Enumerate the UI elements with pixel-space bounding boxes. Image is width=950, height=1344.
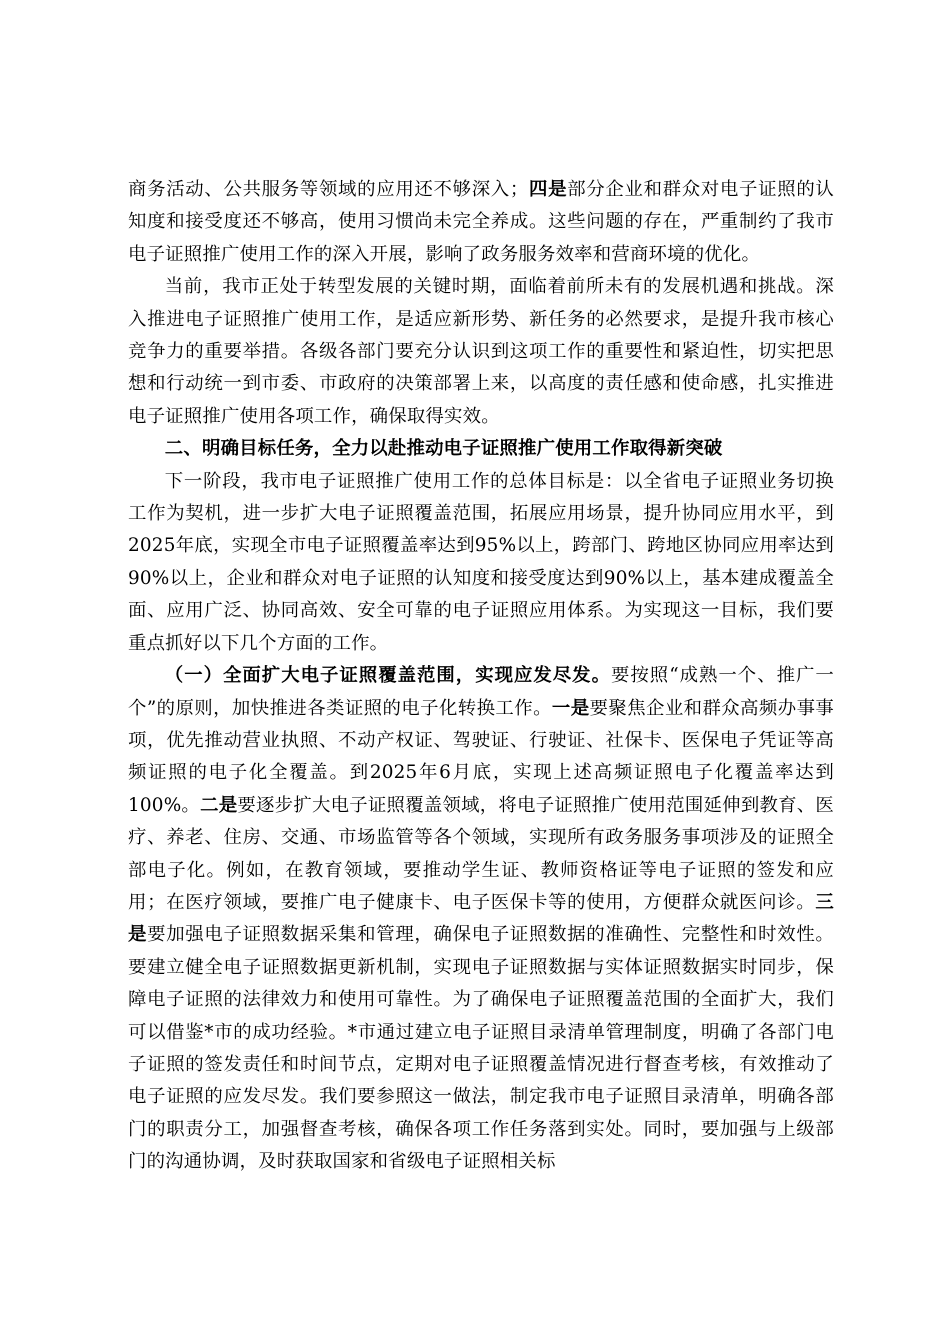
text-run: 要加强电子证照数据采集和管理，确保电子证照数据的准确性、完整性和时效性。要建立健全电子证照数据更新机制，实现电子证照数据与实体证照数据实时同步，保障电子证照的法律效力和使用可靠性。为了确保电子证照覆盖范围的全面扩大，我们可以借鉴*市的成功经验。*市通过建立电子证照目录清单管理制度，明确了各部门电子证照的签发责任和时间节点，定期对电子证照覆盖情况进行督查考核，有效推动了电子证照的应发尽发。我们要参照这一做法，制定我市电子证照目录清单，明确各部门的职责分工，加强督查考核，确保各项工作任务落到实处。同时，要加强与上级部门的沟通协调，及时获取国家和省级电子证照相关标 bbox=[128, 924, 835, 1173]
section-heading-2 bbox=[128, 433, 834, 465]
document-body bbox=[128, 174, 834, 1179]
heading-text: 二、明确目标任务，全力以赴推动电子证照推广使用工作取得新突破 bbox=[164, 438, 723, 460]
bold-run: 一是 bbox=[551, 697, 590, 719]
text-run: 要逐步扩大电子证照覆盖领域，将电子证照推广使用范围延伸到教育、医疗、养老、住房、交通、市场监管等各个领域，实现所有政务服务事项涉及的证照全部电子化。例如，在教育领域，要推动学生证、教师资格证等电子证照的签发和应用；在医疗领域，要推广电子健康卡、电子医保卡等的使用，方便群众就医问诊。 bbox=[128, 794, 834, 913]
text-run: 要按照“成熟一个、推广一个”的原则，加快推进各类证照的电子化转换工作。 bbox=[128, 665, 834, 719]
paragraph-2 bbox=[128, 271, 834, 433]
subheading-run: （一）全面扩大电子证照覆盖范围，实现应发尽发。 bbox=[164, 665, 611, 687]
bold-run: 四是 bbox=[528, 179, 568, 200]
paragraph-4 bbox=[128, 660, 834, 1179]
text-run: 商务活动、公共服务等领域的应用还不够深入； bbox=[128, 179, 529, 200]
text-run: 要聚焦企业和群众高频办事事项，优先推动营业执照、不动产权证、驾驶证、行驶证、社保卡、医保电子凭证等高频证照的电子化全覆盖。到2025年6月底，实现上述高频证照电子化覆盖率达到100%。 bbox=[128, 697, 834, 816]
bold-run: 三是 bbox=[128, 891, 834, 946]
text-run: 下一阶段，我市电子证照推广使用工作的总体目标是：以全省电子证照业务切换工作为契机，进一步扩大电子证照覆盖范围，拓展应用场景，提升协同应用水平，到2025年底，实现全市电子证照覆盖率达到95%以上，跨部门、跨地区协同应用率达到90%以上，企业和群众对电子证照的认知度和接受度达到90%以上，基本建成覆盖全面、应用广泛、协同高效、安全可靠的电子证照应用体系。为实现这一目标，我们要重点抓好以下几个方面的工作。 bbox=[128, 470, 834, 654]
paragraph-3 bbox=[128, 466, 834, 660]
text-run: 当前，我市正处于转型发展的关键时期，面临着前所未有的发展机遇和挑战。深入推进电子证照推广使用工作，是适应新形势、新任务的必然要求，是提升我市核心竞争力的重要举措。各级各部门要充分认识到这项工作的重要性和紧迫性，切实把思想和行动统一到市委、市政府的决策部署上来，以高度的责任感和使命感，扎实推进电子证照推广使用各项工作，确保取得实效。 bbox=[128, 276, 834, 427]
paragraph-1 bbox=[128, 174, 834, 271]
bold-run: 二是 bbox=[200, 794, 238, 816]
text-run: 部分企业和群众对电子证照的认知度和接受度还不够高，使用习惯尚未完全养成。这些问题的存在，严重制约了我市电子证照推广使用工作的深入开展，影响了政务服务效率和营商环境的优化。 bbox=[128, 179, 835, 265]
